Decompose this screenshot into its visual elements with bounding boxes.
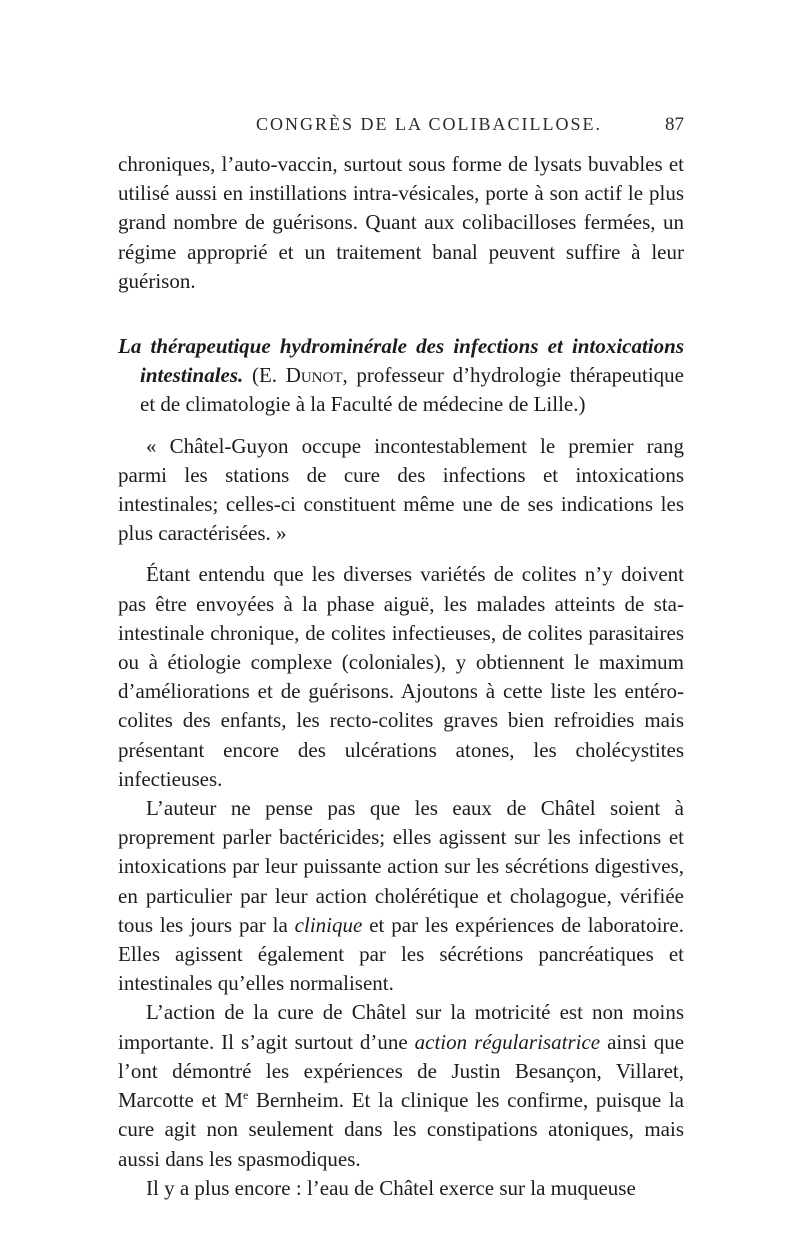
paragraph-motricite-superscript: e: [242, 1088, 249, 1103]
paragraph-bactericides-text-b: et par les expériences de laboratoire. Elles agissent également par les sécrétions pancréatiques et intestinales qu’elles normalisent.: [118, 912, 684, 996]
paragraph-motricite-text-b: ainsi que l’ont démontré les expériences de Justin Besançon, Villaret, Marcotte et M: [118, 1029, 685, 1113]
page-body: [118, 150, 684, 1203]
paragraph-continuation: chroniques, l’auto-vaccin, surtout sous forme de lysats buvables et utilisé aussi en instillations intra-vésicales, porte à son actif le plus grand nombre de guérisons. Quant aux colibacilloses fermées, un régime approprié et un traitement banal peuvent suffire à leur guérison.: [118, 152, 684, 293]
paragraph-muqueuse: Il y a plus encore : l’eau de Châtel exerce sur la muqueuse: [146, 1175, 636, 1200]
page-header: [118, 114, 684, 144]
page-number: 87: [665, 114, 684, 135]
section-heading-author-open: (E.: [243, 363, 286, 388]
paragraph-motricite-text-a: L’action de la cure de Châtel sur la motricité est non moins importante. Il s’agit surtout d’une: [118, 1000, 684, 1054]
paragraph-indications: Étant entendu que les diverses variétés de colites n’y doivent pas être envoyées à la phase aiguë, les malades atteints de sta-intestinale chronique, de colites infectieuses, de colites parasitaires ou à étiologie complexe (coloniales), y obtiennent le maximum d’améliorations et de guérisons. Ajoutons à cette liste les entéro-colites des enfants, les recto-colites graves bien refroidies mais présentant encore des ulcérations atones, les cholécystites infectieuses.: [118, 562, 684, 791]
section-heading-title: La thérapeutique hydrominérale des infections et intoxications intestinales.: [118, 334, 684, 388]
paragraph-motricite: [118, 998, 684, 1173]
section-heading-author-name: Dunot: [285, 363, 343, 388]
paragraph-motricite-emphasis: action régularisatrice: [414, 1029, 601, 1054]
paragraph-quote: « Châtel-Guyon occupe incontestablement le premier rang parmi les stations de cure des infections et intoxications intestinales; celles-ci constituent même une de ses indications les plus caractérisées. »: [118, 433, 684, 546]
paragraph-bactericides-text-a: L’auteur ne pense pas que les eaux de Châtel soient à proprement parler bactéricides; elles agissent sur les infections et intoxications par leur puissante action sur les sécrétions digestives, en particulier par leur action cholérétique et cholagogue, vérifiée tous les jours par la: [118, 796, 684, 937]
section-heading-author-rest: , professeur d’hydrologie thérapeutique et de climatologie à la Faculté de médecine de Lille.): [140, 363, 684, 417]
paragraph-bactericides: [118, 794, 684, 998]
running-title: CONGRÈS DE LA COLIBACILLOSE.: [256, 114, 603, 134]
section-heading: [118, 332, 684, 420]
paragraph-motricite-text-c: Bernheim. Et la clinique les confirme, puisque la cure agit non seulement dans les constipations atoniques, mais aussi dans les spasmodiques.: [118, 1088, 685, 1171]
paragraph-bactericides-emphasis: clinique: [294, 912, 363, 937]
